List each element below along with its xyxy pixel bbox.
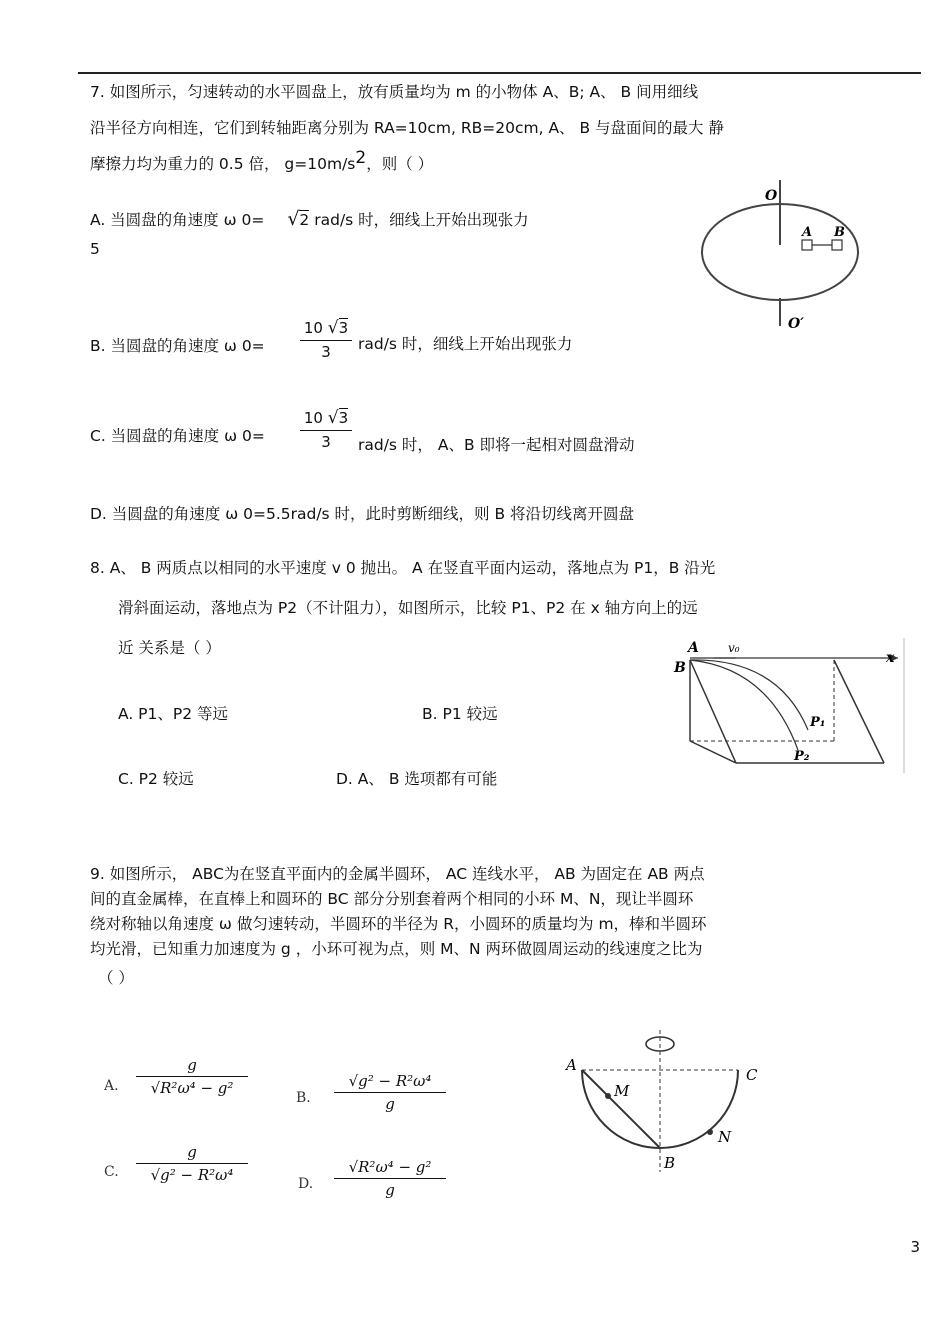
block-a: [802, 240, 812, 250]
incline-right-edge: [834, 660, 884, 763]
q7-option-b: B. 当圆盘的角速度 ω 0=: [90, 337, 265, 355]
q8-option-a: A. P1、P2 等远: [118, 705, 229, 723]
q7-option-c: C. 当圆盘的角速度 ω 0=: [90, 427, 265, 445]
top-rule: [78, 72, 921, 74]
trajectory-a: [690, 660, 808, 730]
q8-line1: 8. A、 B 两质点以相同的水平速度 v 0 抛出。 A 在竖直平面内运动，落地点为 P1，B 沿光: [90, 559, 716, 577]
q9-option-a-label: A.: [104, 1078, 119, 1094]
q7-option-c-fraction: 10 √3 3: [300, 408, 352, 451]
label-a: A: [802, 225, 813, 240]
q9-line4: 均光滑，已知重力加速度为 g ，小环可视为点，则 M、N 两环做圆周运动的线速度之比为: [90, 940, 703, 958]
label-o: O: [765, 188, 778, 204]
q7-option-a: A. 当圆盘的角速度 ω 0= √2 rad/s 时，细线上开始出现张力: [90, 208, 529, 230]
label-b: B: [664, 1154, 676, 1172]
q9-option-d-label: D.: [298, 1176, 314, 1192]
label-n: N: [718, 1128, 732, 1146]
q7-disk-figure: [700, 180, 870, 330]
q7-option-b-end: rad/s 时，细线上开始出现张力: [358, 335, 573, 353]
label-a: A: [566, 1056, 577, 1074]
q7-line3: 摩擦力均为重力的 0.5 倍， $g=10m/s^2$，则（ ）: [90, 148, 434, 174]
incline-slope-edge: [690, 660, 736, 763]
label-a: A: [688, 640, 699, 656]
q8-option-c: C. P2 较远: [118, 770, 194, 788]
q9-line2: 间的直金属棒，在直棒上和圆环的 BC 部分分别套着两个相同的小环 M、N，现让半圆环: [90, 890, 694, 908]
ring-n: [707, 1129, 713, 1135]
label-p2: P₂: [794, 749, 810, 764]
q9-option-a-fraction: g √R²ω⁴ − g²: [136, 1056, 248, 1097]
q8-option-d: D. A、 B 选项都有可能: [336, 770, 498, 788]
q9-line1: 9. 如图所示， ABC为在竖直平面内的金属半圆环， AC 连线水平， AB 为固定在 AB 两点: [90, 865, 705, 883]
label-b: B: [674, 660, 686, 676]
q8-incline-figure: [668, 638, 908, 778]
label-c: C: [746, 1066, 758, 1084]
q9-option-b-fraction: √g² − R²ω⁴ g: [334, 1072, 446, 1113]
trajectory-b: [690, 660, 798, 750]
incline-bottom-left: [690, 741, 736, 763]
q7-option-d: D. 当圆盘的角速度 ω 0=5.5rad/s 时，此时剪断细线，则 B 将沿切线离开圆盘: [90, 505, 635, 523]
page-number: 3: [910, 1238, 920, 1256]
label-o-prime: O′: [788, 316, 804, 332]
q7-line2: 沿半径方向相连，它们到转轴距离分别为 RA=10cm, RB=20cm, A、 B 与盘面间的最大 静: [90, 119, 724, 137]
block-b: [832, 240, 842, 250]
q9-line5: （ ）: [98, 969, 134, 987]
q8-line2: 滑斜面运动，落地点为 P2（不计阻力），如图所示，比较 P1、P2 在 x 轴方向上的远: [118, 599, 698, 617]
q9-line3: 绕对称轴以角速度 ω 做匀速转动，半圆环的半径为 R，小圆环的质量均为 m，棒和半圆环: [90, 915, 707, 933]
ring-m: [605, 1093, 611, 1099]
q9-option-d-fraction: √R²ω⁴ − g² g: [334, 1158, 446, 1199]
q7-option-c-end: rad/s 时， A、B 即将一起相对圆盘滑动: [358, 436, 635, 454]
q7-line1: 7. 如图所示，匀速转动的水平圆盘上，放有质量均为 m 的小物体 A、B; A、 B 间用细线: [90, 83, 699, 101]
label-x: x: [886, 650, 895, 666]
q9-semicircle-figure: [560, 1030, 780, 1180]
q7-option-a-extra: 5: [90, 240, 100, 258]
q8-line3: 近 关系是（ ）: [118, 639, 221, 657]
q9-option-c-label: C.: [104, 1164, 119, 1180]
label-b: B: [834, 225, 845, 240]
label-v0: v₀: [728, 641, 740, 655]
label-m: M: [614, 1082, 630, 1100]
q9-option-b-label: B.: [296, 1090, 311, 1106]
q9-option-c-fraction: g √g² − R²ω⁴: [136, 1143, 248, 1184]
label-p1: P₁: [810, 715, 826, 730]
q7-option-b-fraction: 10 √3 3: [300, 318, 352, 361]
q8-option-b: B. P1 较远: [422, 705, 498, 723]
